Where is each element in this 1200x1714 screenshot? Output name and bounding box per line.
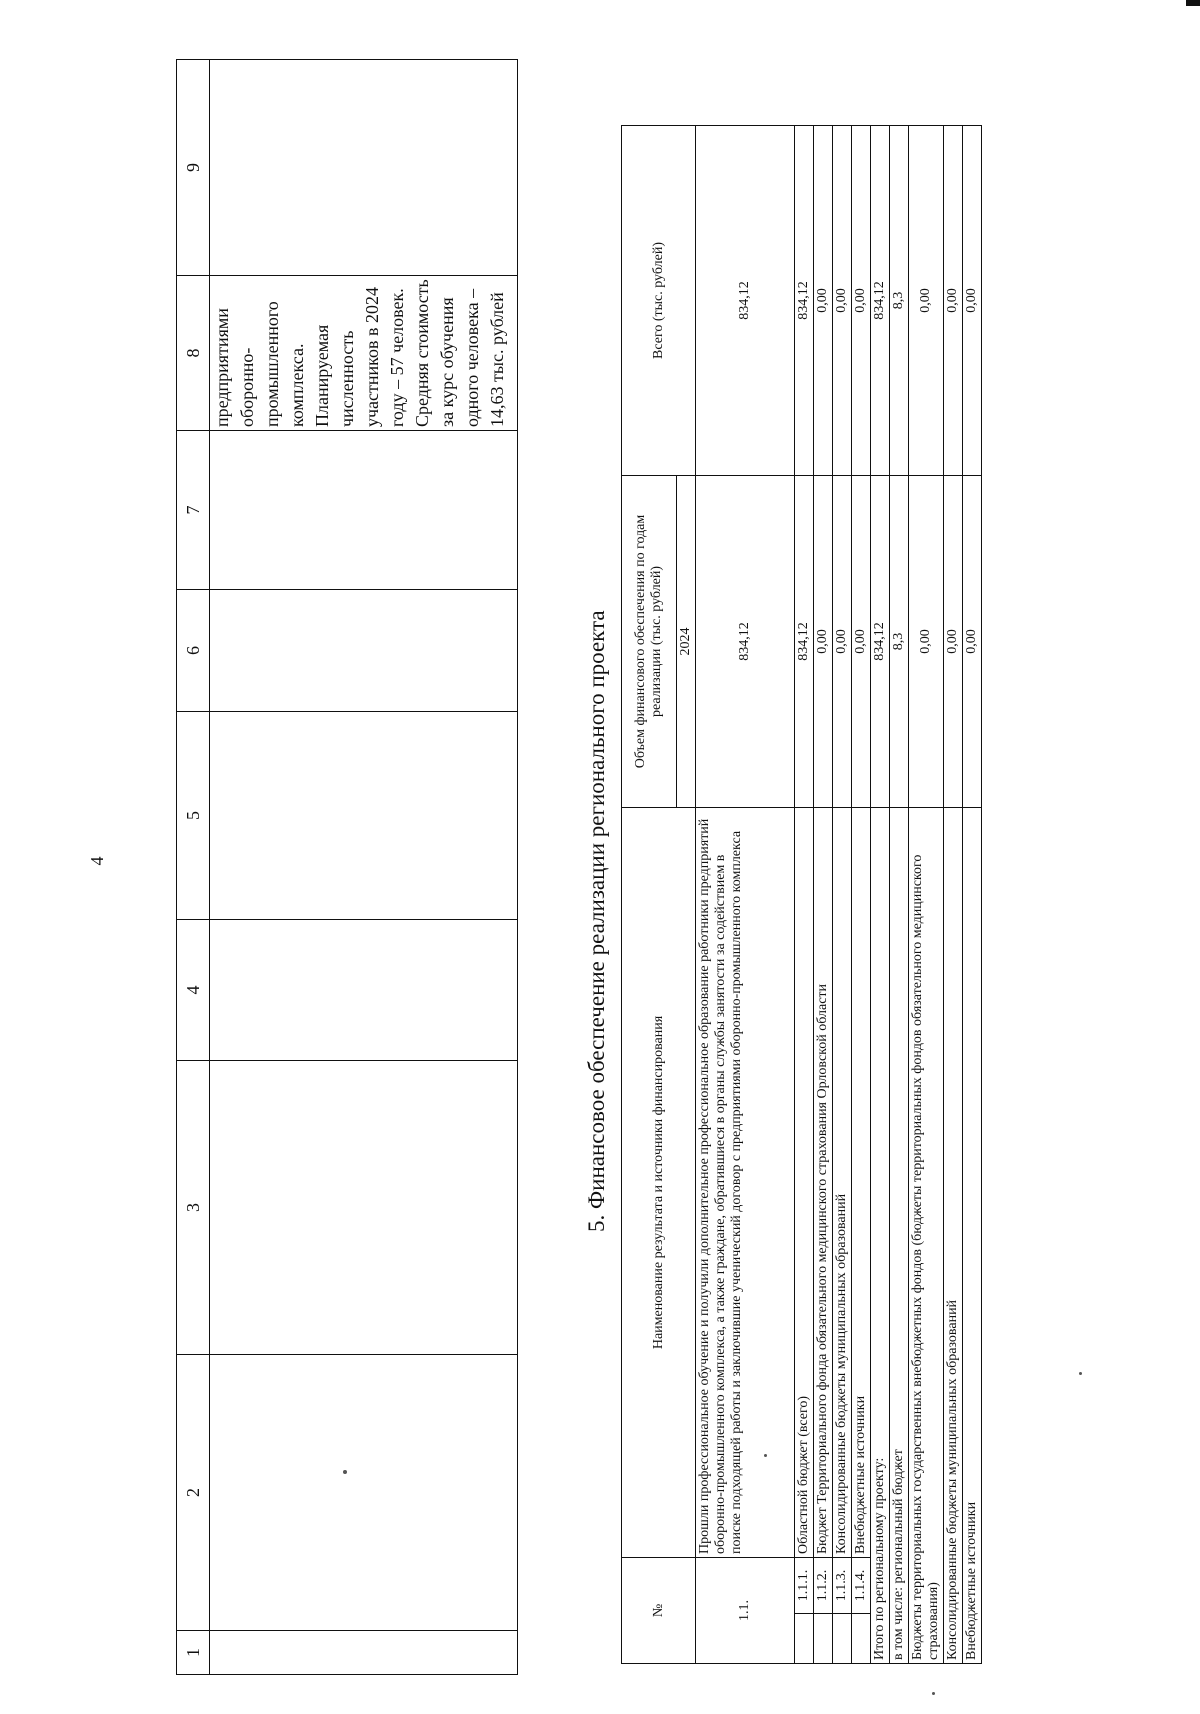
row-value-total: 834,12 xyxy=(696,125,795,475)
table-row xyxy=(833,125,852,1663)
summary-value-2024: 0,00 xyxy=(963,475,982,807)
cell-col-6 xyxy=(210,590,518,712)
row-value-2024: 0,00 xyxy=(852,475,871,807)
summary-value-2024: 0,00 xyxy=(909,475,944,807)
column-number-9: 9 xyxy=(177,60,210,276)
column-number-2: 2 xyxy=(177,1355,210,1631)
cell-col-2 xyxy=(210,1355,518,1631)
summary-value-2024: 834,12 xyxy=(871,475,890,807)
summary-value-total: 0,00 xyxy=(963,125,982,475)
summary-row xyxy=(890,125,909,1663)
table-row xyxy=(814,125,833,1663)
section-title: 5. Финансовое обеспечение реализации регионального проекта xyxy=(584,610,609,1232)
row-name: Областной бюджет (всего) xyxy=(795,807,814,1557)
row-value-2024: 834,12 xyxy=(795,475,814,807)
row-value-total: 834,12 xyxy=(795,125,814,475)
scan-speck xyxy=(1079,1372,1082,1375)
page-number: 4 xyxy=(87,856,107,866)
column-number-7: 7 xyxy=(177,431,210,590)
financing-header-row xyxy=(622,125,677,1663)
summary-value-2024: 8,3 xyxy=(890,475,909,807)
cell-col-5 xyxy=(210,712,518,920)
column-number-1: 1 xyxy=(177,1631,210,1675)
row-number: 1.1.4. xyxy=(852,1557,871,1613)
row-name: Консолидированные бюджеты муниципальных образований xyxy=(833,807,852,1557)
column-number-5: 5 xyxy=(177,712,210,920)
cell-col-7 xyxy=(210,431,518,590)
row-number: 1.1.2. xyxy=(814,1557,833,1613)
summary-value-total: 8,3 xyxy=(890,125,909,475)
summary-name: Бюджеты территориальных государственных внебюджетных фондов (бюджеты территориальных фондов обязательного медицинского страхования) xyxy=(909,807,944,1663)
cell-col-3 xyxy=(210,1061,518,1355)
cell-col-9 xyxy=(210,60,518,276)
summary-value-2024: 0,00 xyxy=(944,475,963,807)
row-name: Бюджет Территориального фонда обязательного медицинского страхования Орловской области xyxy=(814,807,833,1557)
table-row xyxy=(852,125,871,1663)
column-number-4: 4 xyxy=(177,920,210,1061)
row-value-2024: 0,00 xyxy=(814,475,833,807)
continuation-table-wrapper xyxy=(176,59,518,1675)
cell-col-1 xyxy=(210,1631,518,1675)
summary-name: Итого по региональному проекту: xyxy=(871,807,890,1663)
scan-corner-mark xyxy=(1186,0,1200,6)
header-year-2024: 2024 xyxy=(677,475,696,807)
summary-row xyxy=(944,125,963,1663)
row-value-2024: 0,00 xyxy=(833,475,852,807)
row-name: Внебюджетные источники xyxy=(852,807,871,1557)
summary-name: Консолидированные бюджеты муниципальных образований xyxy=(944,807,963,1663)
row-number: 1.1.3. xyxy=(833,1557,852,1613)
row-value-total: 0,00 xyxy=(852,125,871,475)
table-row xyxy=(696,125,795,1663)
row-number: 1.1.1. xyxy=(795,1557,814,1613)
summary-row xyxy=(963,125,982,1663)
cell-col-4 xyxy=(210,920,518,1061)
cell-col-8-description: предприятиями оборонно-промышленного комплекса. Планируемая численность участников в 2024 году – 57 человек. Средняя стоимость за курс обучения одного человека – 14,63 тыс. рублей xyxy=(210,276,518,431)
summary-value-total: 0,00 xyxy=(909,125,944,475)
row-value-2024: 834,12 xyxy=(696,475,795,807)
continuation-body-row xyxy=(210,60,518,1675)
table-row xyxy=(795,125,814,1663)
header-by-years: Объем финансового обеспечения по годам реализации (тыс. рублей) xyxy=(622,475,677,807)
summary-name: в том числе: региональный бюджет xyxy=(890,807,909,1663)
column-number-6: 6 xyxy=(177,590,210,712)
row-number: 1.1. xyxy=(696,1557,795,1663)
continuation-header-row xyxy=(177,60,210,1675)
continuation-table xyxy=(176,59,518,1675)
summary-row xyxy=(871,125,890,1663)
header-name: Наименование результата и источники финансирования xyxy=(622,807,696,1557)
column-number-8: 8 xyxy=(177,276,210,431)
summary-row xyxy=(909,125,944,1663)
summary-value-total: 0,00 xyxy=(944,125,963,475)
financing-table-wrapper xyxy=(621,125,982,1664)
header-total: Всего (тыс. рублей) xyxy=(622,125,696,475)
scan-speck xyxy=(932,1692,935,1695)
row-name: Прошли профессиональное обучение и получили дополнительное профессиональное образование работники предприятий оборонно-промышленного комплекса, а также граждане, обратившиеся в органы службы занятости за содействием в поиске подходящей работы и заключившие ученический договор с предприятиями оборонно-промышленного комплекса xyxy=(696,807,795,1557)
row-value-total: 0,00 xyxy=(833,125,852,475)
row-value-total: 0,00 xyxy=(814,125,833,475)
header-number: № xyxy=(622,1557,696,1663)
financing-table xyxy=(621,125,982,1664)
column-number-3: 3 xyxy=(177,1061,210,1355)
summary-value-total: 834,12 xyxy=(871,125,890,475)
summary-name: Внебюджетные источники xyxy=(963,807,982,1663)
